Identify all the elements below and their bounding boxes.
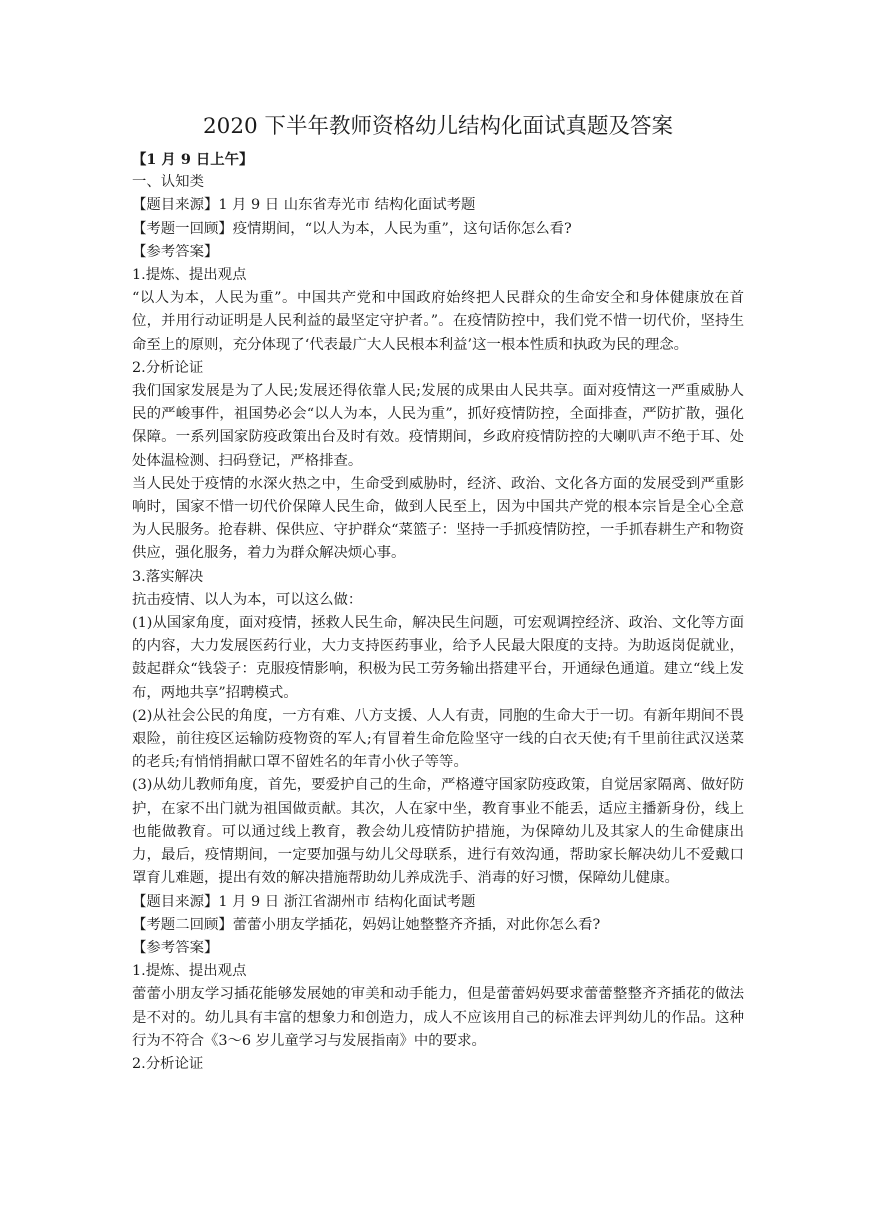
question-source: 【题目来源】1 月 9 日 山东省寿光市 结构化面试考题	[132, 197, 476, 214]
answer-subheading: 1.提炼、提出观点	[132, 267, 247, 284]
paragraph: 蕾蕾小朋友学习插花能够发展她的审美和动手能力，但是蕾蕾妈妈要求蕾蕾整整齐齐插花的做法是不对的。幼儿具有丰富的想象力和创造力，成人不应该用自己的标准去评判幼儿的作品。这种行为不符合《3～6 岁儿童学习与发展指南》中的要求。	[132, 986, 744, 1049]
answer-subheading: 3.落实解决	[132, 568, 204, 585]
answer-heading: 【参考答案】	[132, 939, 219, 956]
paragraph: 抗击疫情、以人为本，可以这么做：	[132, 591, 363, 608]
question-source: 【题目来源】1 月 9 日 浙江省湖州市 结构化面试考题	[132, 893, 476, 910]
paragraph: 我们国家发展是为了人民;发展还得依靠人民;发展的成果由人民共享。面对疫情这一严重威胁人民的严峻事件，祖国势必会“以人为本，人民为重”，抓好疫情防控，全面排查，严防扩散，强化保障。一系列国家防疫政策出台及时有效。疫情期间，乡政府疫情防控的大喇叭声不绝于耳、处处体温检测、扫码登记，严格排查。	[132, 383, 744, 469]
document-page	[132, 110, 744, 1076]
paragraph: “以人为本，人民为重”。中国共产党和中国政府始终把人民群众的生命安全和身体健康放在首位，并用行动证明是人民利益的最坚定守护者。”。在疫情防控中，我们党不惜一切代价，坚持生命至上的原则，充分体现了‘代表最广大人民根本利益’这一根本性质和执政为民的理念。	[132, 290, 744, 353]
section-date-heading: 【1 月 9 日上午】	[132, 151, 254, 168]
paragraph: (3)从幼儿教师角度，首先，要爱护自己的生命，严格遵守国家防疫政策，自觉居家隔离、做好防护，在家不出门就为祖国做贡献。其次，人在家中坐，教育事业不能丢，适应主播新身份，线上也能做教育。可以通过线上教育，教会幼儿疫情防护措施，为保障幼儿及其家人的生命健康出力，最后，疫情期间，一定要加强与幼儿父母联系，进行有效沟通，帮助家长解决幼儿不爱戴口罩育儿难题，提出有效的解决措施帮助幼儿养成洗手、消毒的好习惯，保障幼儿健康。	[132, 777, 744, 887]
document-title: 2020 下半年教师资格幼儿结构化面试真题及答案	[202, 114, 674, 139]
section-heading: 一、认知类	[132, 174, 204, 191]
document-body	[132, 148, 744, 1076]
answer-subheading: 2.分析论证	[132, 1055, 204, 1072]
answer-subheading: 2.分析论证	[132, 359, 204, 376]
paragraph: (1)从国家角度，面对疫情，拯救人民生命，解决民生问题，可宏观调控经济、政治、文化等方面的内容，大力发展医药行业，大力支持医药事业，给予人民最大限度的支持。为助返岗促就业，鼓起群众“钱袋子：克服疫情影响，积极为民工劳务输出搭建平台，开通绿色通道。建立“线上发布，两地共享”招聘模式。	[132, 615, 744, 701]
question-text: 【考题二回顾】蕾蕾小朋友学插花，妈妈让她整整齐齐插，对此你怎么看?	[132, 916, 601, 933]
question-text: 【考题一回顾】疫情期间，“以人为本，人民为重”，这句话你怎么看?	[132, 220, 572, 237]
paragraph: 当人民处于疫情的水深火热之中，生命受到威胁时，经济、政治、文化各方面的发展受到严重影响时，国家不惜一切代价保障人民生命，做到人民至上，因为中国共产党的根本宗旨是全心全意为人民服务。抢春耕、保供应、守护群众“菜篮子：坚持一手抓疫情防控，一手抓春耕生产和物资供应，强化服务，着力为群众解决烦心事。	[132, 475, 744, 562]
answer-subheading: 1.提炼、提出观点	[132, 963, 247, 980]
paragraph: (2)从社会公民的角度，一方有难、八方支援、人人有责，同胞的生命大于一切。有新年期间不畏艰险，前往疫区运输防疫物资的军人;有冒着生命危险坚守一线的白衣天使;有千里前往武汉送菜的老兵;有悄悄捐献口罩不留姓名的年青小伙子等等。	[132, 707, 744, 771]
answer-heading: 【参考答案】	[132, 243, 219, 260]
